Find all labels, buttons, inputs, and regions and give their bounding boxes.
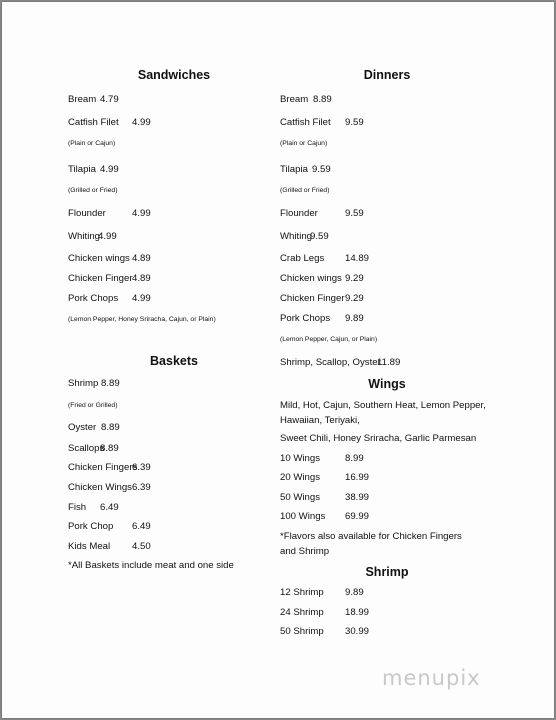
menu-item: 100 Wings 69.99: [280, 511, 370, 522]
wing-flavors: Mild, Hot, Cajun, Southern Heat, Lemon Pepper, Hawaiian, Teriyaki,: [280, 400, 486, 426]
menu-item: Pork Chops 9.89: [280, 313, 364, 324]
menu-item: 24 Shrimp 18.99: [280, 607, 370, 618]
menu-item: Catfish Filet 4.99: [68, 117, 151, 128]
dinners-heading: Dinners: [363, 68, 411, 82]
item-note: (Lemon Pepper, Honey Sriracha, Cajun, or Plain): [68, 316, 216, 323]
item-note: (Grilled or Fried): [68, 187, 118, 194]
item-note: (Grilled or Fried): [280, 187, 330, 194]
menu-item: Scallops 8.89: [68, 443, 119, 454]
menu-item: Chicken Finger 9.29: [280, 293, 364, 304]
menu-item: 12 Shrimp 9.89: [280, 587, 364, 598]
shrimp-heading: Shrimp: [365, 565, 409, 579]
menu-item: Pork Chops 4.99: [68, 293, 151, 304]
item-note: (Lemon Pepper, Cajun, or Plain): [280, 336, 378, 343]
menu-item: Fish 6.49: [68, 502, 119, 513]
menu-item: Tilapia 9.59: [280, 164, 331, 175]
wings-footnote: *Flavors also available for Chicken Fingers and Shrimp: [280, 531, 462, 557]
item-note: (Plain or Cajun): [68, 140, 116, 147]
wing-flavors: Sweet Chili, Honey Sriracha, Garlic Parmesan: [280, 433, 477, 444]
menu-item: Kids Meal 4.50: [68, 541, 151, 552]
baskets-heading: Baskets: [150, 354, 198, 368]
menu-item: Chicken Fingers 6.39: [68, 462, 151, 473]
baskets-footnote: *All Baskets include meat and one side: [68, 560, 234, 571]
menu-item: 10 Wings 8.99: [280, 453, 364, 464]
menu-item: Bream 8.89: [280, 94, 332, 105]
menu-item: Oyster 8.89: [68, 422, 120, 433]
menu-item: Catfish Filet 9.59: [280, 117, 364, 128]
sandwiches-heading: Sandwiches: [137, 68, 211, 82]
menu-item: 50 Shrimp 30.99: [280, 626, 370, 637]
item-note: (Plain or Cajun): [280, 140, 328, 147]
menu-item: 20 Wings 16.99: [280, 472, 370, 483]
item-note: (Fried or Grilled): [68, 402, 118, 409]
menu-item: Whiting 4.99: [68, 231, 117, 242]
menu-item: 50 Wings 38.99: [280, 492, 370, 503]
menu-item: Shrimp 8.89: [68, 378, 120, 389]
wings-heading: Wings: [368, 377, 406, 391]
menu-item: Whiting 9.59: [280, 231, 329, 242]
menu-item: Shrimp, Scallop, Oyster 11.89: [280, 357, 401, 368]
menu-item: Flounder 4.99: [68, 208, 151, 219]
menu-item: Chicken wings 9.29: [280, 273, 364, 284]
menu-item: Crab Legs 14.89: [280, 253, 370, 264]
menu-item: Bream 4.79: [68, 94, 119, 105]
watermark-logo: menupix: [382, 666, 481, 690]
menu-item: Chicken Wings 6.39: [68, 482, 151, 493]
menu-page: [2, 2, 554, 718]
menu-item: Tilapia 4.99: [68, 164, 119, 175]
menu-item: Chicken Finger 4.89: [68, 273, 151, 284]
menu-item: Flounder 9.59: [280, 208, 364, 219]
menu-item: Chicken wings 4.89: [68, 253, 151, 264]
menu-item: Pork Chop 6.49: [68, 521, 151, 532]
